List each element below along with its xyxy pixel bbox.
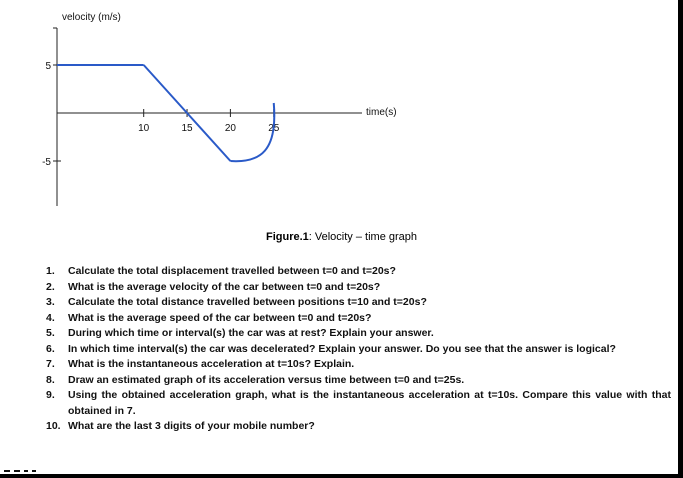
question-number: 2. bbox=[46, 280, 55, 293]
velocity-line-segment bbox=[187, 113, 230, 161]
question-number: 9. bbox=[46, 389, 55, 401]
question-text: Draw an estimated graph of its acceleration versus time between t=0 and t=25s. bbox=[68, 373, 465, 386]
question-number: 5. bbox=[46, 327, 55, 339]
question-number: 4. bbox=[46, 311, 55, 324]
x-tick-label: 10 bbox=[138, 123, 150, 134]
figure-caption-text: : Velocity – time graph bbox=[308, 231, 418, 243]
clipped-text-fragment bbox=[4, 470, 44, 473]
y-axis-label: velocity (m/s) bbox=[62, 12, 121, 23]
question-item bbox=[46, 295, 671, 311]
question-list bbox=[46, 264, 671, 435]
question-text: What is the average velocity of the car between t=0 and t=20s? bbox=[68, 280, 381, 293]
question-item bbox=[46, 280, 671, 296]
velocity-time-graph bbox=[0, 0, 683, 230]
question-text: What are the last 3 digits of your mobile number? bbox=[68, 420, 315, 432]
axis-ticks bbox=[42, 61, 280, 168]
question-text: Calculate the total distance travelled between positions t=10 and t=20s? bbox=[68, 296, 427, 308]
question-item bbox=[46, 264, 671, 280]
figure-caption-label: Figure.1 bbox=[265, 231, 309, 243]
question-item bbox=[46, 311, 671, 327]
question-number: 3. bbox=[46, 296, 55, 308]
question-text: Using the obtained acceleration graph, what is the instantaneous acceleration at t=10s. Compare this value with that obtained in 7. bbox=[68, 389, 671, 417]
velocity-line-segment bbox=[144, 65, 187, 113]
question-item bbox=[46, 419, 671, 435]
x-tick-label: 20 bbox=[224, 123, 236, 134]
question-text: Calculate the total displacement travelled between t=0 and t=20s? bbox=[68, 265, 396, 277]
question-number: 7. bbox=[46, 358, 55, 370]
question-text: What is the instantaneous acceleration at t=10s? Explain. bbox=[68, 358, 355, 370]
question-text: In which time interval(s) the car was decelerated? Explain your answer. Do you see that the answer is logical? bbox=[68, 342, 616, 355]
x-tick-label: 15 bbox=[181, 123, 193, 134]
question-text: What is the average speed of the car between t=0 and t=20s? bbox=[68, 311, 372, 324]
y-tick-label: 5 bbox=[45, 61, 51, 72]
question-item bbox=[46, 357, 671, 373]
question-number: 10. bbox=[46, 420, 61, 432]
figure-caption bbox=[0, 231, 683, 243]
y-tick-label: -5 bbox=[42, 157, 51, 168]
x-axis-label: time(s) bbox=[366, 107, 397, 118]
question-item bbox=[46, 373, 671, 389]
x-tick-label: 25 bbox=[268, 123, 280, 134]
question-text: During which time or interval(s) the car was at rest? Explain your answer. bbox=[68, 327, 434, 339]
question-number: 6. bbox=[46, 342, 55, 355]
question-item bbox=[46, 388, 671, 419]
question-number: 1. bbox=[46, 265, 55, 277]
question-item bbox=[46, 342, 671, 358]
question-item bbox=[46, 326, 671, 342]
question-number: 8. bbox=[46, 373, 55, 386]
